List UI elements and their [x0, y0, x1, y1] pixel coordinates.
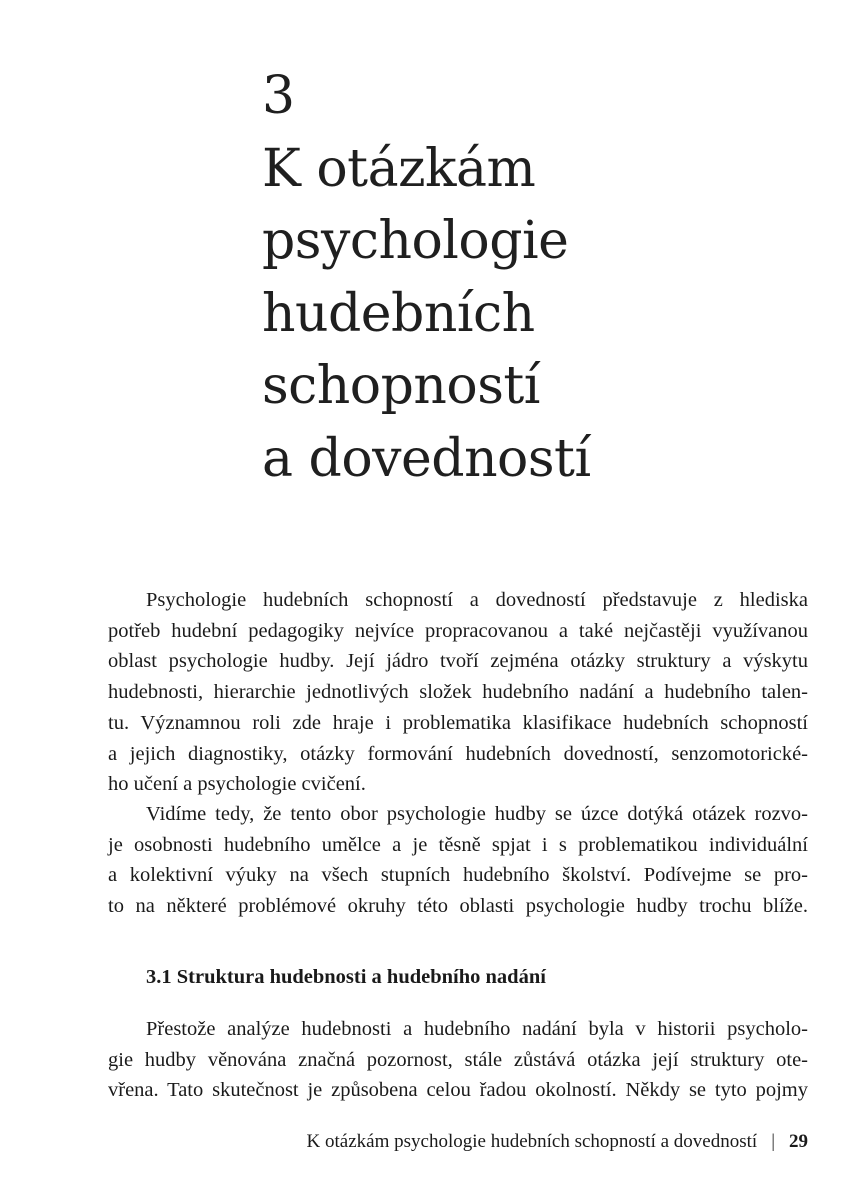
text-line: vřena. Tato skutečnost je způsobena celou řadou okolností. Někdy se tyto pojmy — [108, 1079, 808, 1102]
text-line: Přestože analýze hudebnosti a hudebního nadání byla v historii psycholo- — [146, 1018, 808, 1040]
chapter-title-line: a dovedností — [262, 428, 591, 489]
text-line: to na některé problémové okruhy této oblasti psychologie hudby trochu blíže. — [108, 895, 808, 918]
text-line: oblast psychologie hudby. Její jádro tvoří zejména otázky struktury a výskytu — [108, 650, 808, 673]
text-line: ho učení a psychologie cvičení. — [108, 773, 366, 796]
section-heading: 3.1 Struktura hudebnosti a hudebního nadání — [146, 966, 546, 988]
chapter-title-line: K otázkám — [262, 138, 536, 199]
paragraph-intro — [108, 585, 808, 800]
text-line: tu. Významnou roli zde hraje i problematika klasifikace hudebních schopností — [108, 711, 808, 734]
running-footer — [307, 1131, 808, 1153]
paragraph-section — [108, 1014, 808, 1106]
chapter-heading — [262, 60, 822, 495]
text-line: a kolektivní výuky na všech stupních hudebního školství. Podívejme se pro- — [108, 864, 808, 887]
text-line: Vidíme tedy, že tento obor psychologie hudby se úzce dotýká otázek rozvo- — [146, 803, 808, 825]
text-line: je osobnosti hudebního umělce a je těsně spjat i s problematikou individuální — [108, 833, 808, 856]
chapter-number: 3 — [262, 66, 295, 126]
chapter-title-line: schopností — [262, 356, 540, 416]
text-line: a jejich diagnostiky, otázky formování hudebních dovedností, senzomotorické- — [108, 742, 808, 765]
paragraph-second — [108, 799, 808, 922]
page-number: 29 — [789, 1131, 808, 1152]
chapter-title-line: hudebních — [262, 283, 535, 344]
footer-separator: | — [771, 1131, 775, 1152]
text-line: potřeb hudební pedagogiky nejvíce propracovanou a také nejčastěji využívanou — [108, 619, 808, 642]
text-line: gie hudby věnována značná pozornost, stále zůstává otázka její struktury ote- — [108, 1048, 808, 1071]
text-line: hudebnosti, hierarchie jednotlivých složek hudebního nadání a hudebního talen- — [108, 681, 808, 704]
chapter-title-line: psychologie — [262, 211, 569, 271]
text-line: Psychologie hudebních schopností a dovedností představuje z hlediska — [146, 589, 808, 611]
running-title: K otázkám psychologie hudebních schopností a dovedností — [306, 1131, 758, 1152]
